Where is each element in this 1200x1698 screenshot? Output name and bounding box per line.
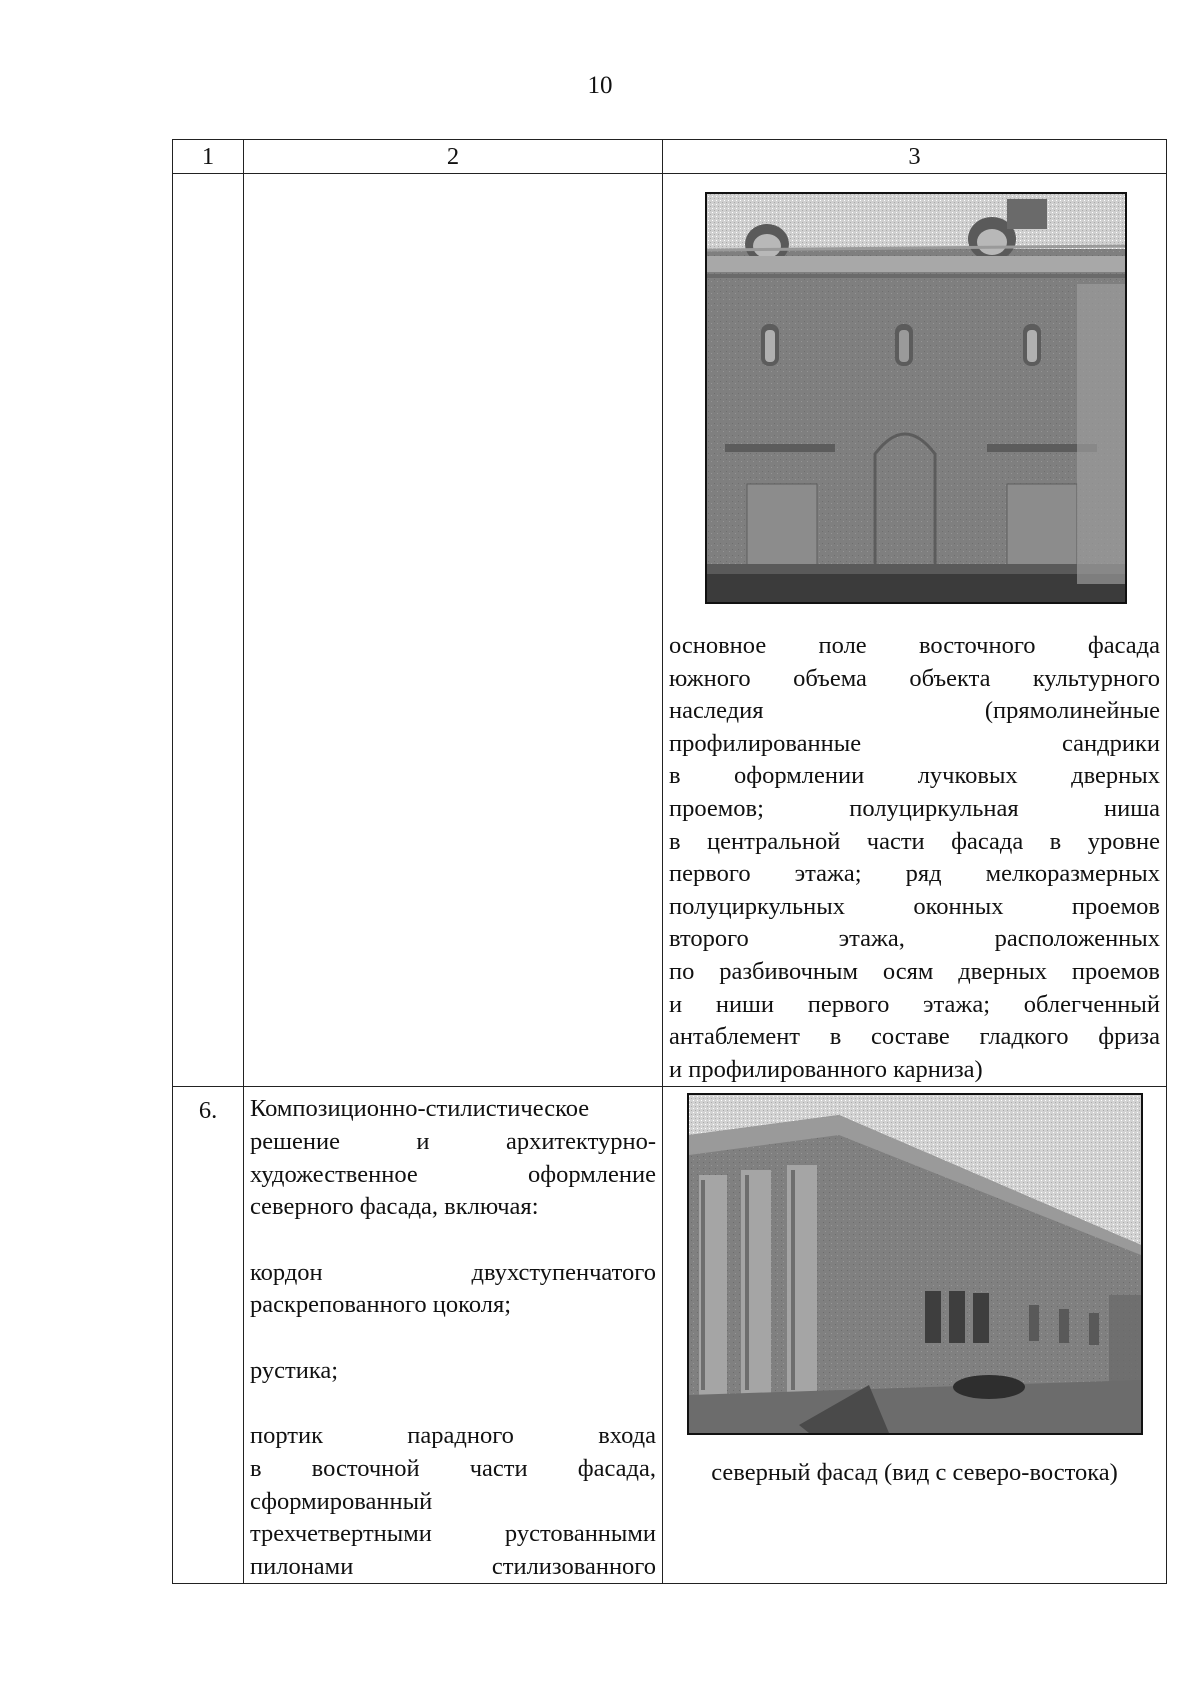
- header-col-2: 2: [244, 140, 663, 174]
- description-line: рустика;: [250, 1356, 339, 1384]
- caption-line: основное поле восточного фасада: [669, 632, 1160, 659]
- caption-line: антаблемент в составе гладкого фриза: [669, 1023, 1160, 1051]
- description-line: кордон двухступенчатого: [250, 1258, 656, 1286]
- description-line: Композиционно-стилистическое: [250, 1095, 590, 1123]
- description-paragraph-3: [250, 1355, 656, 1388]
- description-line: сформированный: [250, 1487, 433, 1515]
- caption-line: проемов; полуциркульная ниша: [669, 794, 1160, 822]
- caption-line: по разбивочным осям дверных проемов: [669, 957, 1160, 985]
- table-row-6: [173, 1087, 1167, 1584]
- caption-line: южного объема объекта культурного: [669, 664, 1160, 692]
- caption-line: и профилированного карниза): [669, 1055, 983, 1083]
- caption-line: в оформлении лучковых дверных: [669, 762, 1160, 790]
- east-facade-photo: [705, 192, 1127, 604]
- image-cell: [663, 174, 1167, 1087]
- description-paragraph-2: [250, 1257, 656, 1322]
- description-line: северного фасада, включая:: [250, 1193, 539, 1221]
- north-facade-photo: [687, 1093, 1143, 1435]
- description-line: решение и архитектурно-: [250, 1127, 656, 1155]
- caption-line: первого этажа; ряд мелкоразмерных: [669, 860, 1160, 888]
- table-row-continued: [173, 174, 1167, 1087]
- row-6-image-cell: [663, 1087, 1167, 1584]
- attributes-table: [172, 139, 1167, 1584]
- caption-line: наследия (прямолинейные: [669, 697, 1160, 725]
- description-line: в восточной части фасада,: [250, 1455, 656, 1483]
- page-number: 10: [587, 72, 613, 99]
- description-line: трехчетвертными рустованными: [250, 1520, 656, 1548]
- description-line: пилонами стилизованного: [250, 1552, 656, 1580]
- header-col-1: 1: [173, 140, 244, 174]
- caption-line: профилированные сандрики: [669, 729, 1160, 757]
- row-number: 6.: [173, 1087, 244, 1584]
- description-line: раскрепованного цоколя;: [250, 1291, 512, 1319]
- description-line: портик парадного входа: [250, 1422, 656, 1450]
- caption-line: в центральной части фасада в уровне: [669, 827, 1160, 855]
- photo-wrapper: [663, 1093, 1166, 1435]
- description-paragraph-1: [250, 1093, 656, 1223]
- north-facade-caption: северный фасад (вид с северо-востока): [711, 1459, 1118, 1487]
- photo-wrapper: [663, 192, 1166, 604]
- row-6-description: [244, 1087, 663, 1584]
- caption-line: и ниши первого этажа; облегченный: [669, 990, 1160, 1018]
- caption-line: второго этажа, расположенных: [669, 925, 1160, 953]
- east-facade-caption: [663, 630, 1166, 1086]
- caption-line: полуциркульных оконных проемов: [669, 892, 1160, 920]
- description-line: художественное оформление: [250, 1160, 656, 1188]
- row-number-cell-empty: [173, 174, 244, 1087]
- description-cell-empty: [244, 174, 663, 1087]
- header-col-3: 3: [663, 140, 1167, 174]
- table-header-row: [173, 140, 1167, 174]
- description-paragraph-4: [250, 1420, 656, 1583]
